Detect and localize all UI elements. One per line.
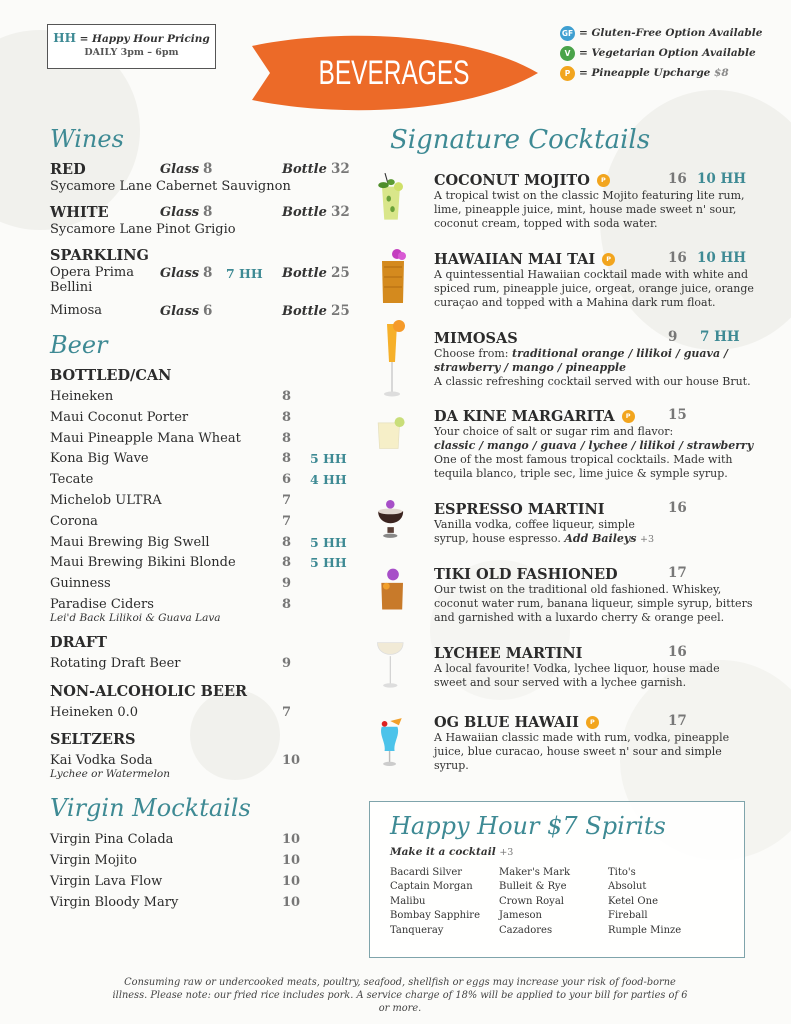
cocktail-price: 16 (668, 500, 687, 516)
flavor-options: classic / mango / guava / lychee / lilikoi / strawberry (434, 439, 754, 452)
beer-item (50, 512, 370, 533)
item-price: 6 (282, 472, 292, 488)
cocktail-list (390, 0, 790, 800)
cocktail-description: A quintessential Hawaiian cocktail made with white and spiced rum, pineapple juice, orgeat, orange juice, orange curaçao and topped with a Mahina dark rum float. (434, 268, 754, 309)
cocktail-item (434, 250, 754, 310)
glass-label: Glass (160, 162, 200, 177)
item-name: Corona (50, 513, 98, 529)
cocktail-item (434, 329, 754, 389)
legend-text: = Vegetarian Option Available (579, 47, 756, 59)
wine-type: SPARKLING (50, 247, 149, 264)
coconut-mojito-image-icon (376, 165, 406, 230)
bottle-price: 32 (331, 161, 350, 177)
cocktail-price: 16 (668, 171, 687, 187)
spirit-item: Jameson (499, 910, 542, 922)
item-name: Maui Brewing Bikini Blonde (50, 555, 236, 571)
spirit-item: Captain Morgan (390, 881, 473, 893)
cocktail-name: ESPRESSO MARTINI (434, 500, 605, 518)
mocktail-item (50, 893, 370, 914)
hh-price: 10 HH (697, 250, 746, 266)
item-price: 7 (282, 704, 292, 720)
spirit-item: Bombay Sapphire (390, 910, 480, 922)
addon-price: +3 (640, 534, 655, 545)
cocktail-name: LYCHEE MARTINI (434, 644, 583, 662)
non-alcoholic-heading: NON-ALCOHOLIC BEER (50, 682, 248, 700)
cocktail-description: One of the most famous tropical cocktails. Made with tequila blanco, triple sec, lime juice & symple syrup. (434, 453, 733, 480)
item-price: 7 (282, 513, 292, 529)
sparkling-item (50, 303, 370, 321)
item-price: 8 (282, 534, 292, 550)
cocktail-description: Vanilla vodka, coffee liqueur, simple syrup, house espresso. (434, 518, 635, 545)
item-price: 10 (282, 873, 301, 889)
spirits-columns (390, 866, 744, 938)
beer-item (50, 408, 370, 429)
beer-item (50, 387, 370, 408)
spirit-item: Tito's (608, 867, 636, 878)
beer-item (50, 595, 370, 616)
cocktail-description: A classic refreshing cocktail served with our house Brut. (434, 375, 751, 388)
item-name: Maui Coconut Porter (50, 409, 189, 425)
cocktail-item (434, 713, 754, 773)
cocktail-price: 15 (668, 407, 687, 423)
beer-item (50, 574, 370, 595)
glass-price: 6 (203, 303, 213, 319)
bottle-label: Bottle (282, 162, 327, 177)
item-name: Maui Pineapple Mana Wheat (50, 430, 241, 446)
beer-item (50, 449, 370, 470)
flavor-prefix: Your choice of salt or sugar rim and flavor: (434, 425, 674, 438)
spirit-item: Tanqueray (390, 924, 444, 936)
make-cocktail-label: Make it a cocktail (390, 846, 496, 858)
wine-red (50, 161, 370, 196)
beer-item (50, 533, 370, 554)
seltzers-heading: SELTZERS (50, 731, 136, 749)
mocktails-heading: Virgin Mocktails (50, 794, 251, 823)
pineapple-badge-icon: P (560, 66, 575, 81)
item-name: Virgin Lava Flow (50, 873, 163, 889)
blue-hawaii-image-icon (376, 703, 406, 779)
beer-item (50, 429, 370, 450)
spirits-column (608, 866, 717, 938)
beer-item (50, 491, 370, 512)
item-price: 8 (282, 389, 292, 404)
draft-heading: DRAFT (50, 633, 107, 651)
item-price: 7 (282, 492, 292, 508)
left-column (50, 125, 370, 913)
cocktail-item (434, 500, 754, 547)
item-name: Virgin Pina Colada (50, 832, 174, 848)
cocktail-name: HAWAIIAN MAI TAI (434, 250, 596, 268)
spirit-item: Ketel One (608, 895, 658, 907)
bottle-price: 25 (331, 303, 350, 319)
item-price: 8 (282, 596, 292, 612)
old-fashioned-image-icon (378, 558, 408, 616)
hh-price: 4 HH (310, 472, 347, 488)
mocktail-list (50, 830, 370, 913)
bottle-label: Bottle (282, 266, 327, 281)
flavor-options: traditional orange / lilikoi / guava / strawberry / mango / pineapple (434, 347, 728, 374)
hh-abbr: HH (53, 31, 76, 45)
item-price: 8 (282, 430, 292, 446)
item-name: Michelob ULTRA (50, 492, 162, 508)
pineapple-badge-icon: P (602, 253, 615, 266)
cocktail-name: TIKI OLD FASHIONED (434, 565, 618, 583)
item-name: Guinness (50, 576, 111, 592)
make-cocktail-price: +3 (499, 847, 514, 858)
mai-tai-image-icon (378, 245, 408, 305)
wine-name: Sycamore Lane Pinot Grigio (50, 222, 236, 237)
wine-type: WHITE (50, 204, 109, 221)
item-name: Virgin Bloody Mary (50, 894, 179, 910)
item-name: Virgin Mojito (50, 852, 137, 868)
item-name: Kai Vodka Soda (50, 753, 153, 769)
spirit-item: Fireball (608, 910, 648, 922)
lychee-martini-image-icon (376, 628, 406, 700)
cocktail-name: MIMOSAS (434, 329, 518, 347)
cocktail-name: OG BLUE HAWAII (434, 713, 579, 731)
item-price: 10 (282, 832, 301, 848)
page-title: BEVERAGES (318, 53, 470, 92)
spirit-item: Maker's Mark (499, 867, 571, 878)
pineapple-badge-icon: P (597, 174, 610, 187)
item-price: 10 (282, 894, 301, 910)
cocktail-price: 17 (668, 565, 687, 581)
cocktail-description: A local favourite! Vodka, lychee liquor, house made sweet and sour served with a lychee garnish. (434, 662, 720, 689)
cocktail-price: 9 (668, 329, 678, 345)
hh-price: 7 HH (700, 329, 740, 345)
item-name: Heineken (50, 389, 114, 404)
bottled-can-heading: BOTTLED/CAN (50, 367, 172, 384)
item-name: Heineken 0.0 (50, 704, 139, 720)
happy-hour-legend (47, 24, 216, 69)
vegetarian-badge-icon: V (560, 46, 575, 61)
signature-cocktails-heading: Signature Cocktails (390, 125, 651, 155)
wine-name: Sycamore Lane Cabernet Sauvignon (50, 179, 291, 194)
bottle-label: Bottle (282, 304, 327, 319)
hh-price: 10 HH (697, 171, 746, 187)
item-name: Paradise Ciders (50, 596, 154, 612)
item-price: 8 (282, 451, 292, 467)
legend-price: $8 (714, 67, 729, 79)
beer-item (50, 654, 370, 675)
beer-item (50, 553, 370, 574)
spirit-item: Malibu (390, 895, 426, 907)
spirit-item: Absolut (608, 881, 647, 893)
hh-meaning: = Happy Hour Pricing (79, 33, 210, 45)
glass-label: Glass (160, 266, 200, 281)
mocktail-item (50, 872, 370, 893)
cocktail-price: 16 (668, 644, 687, 660)
item-note: Lei'd Back Lilikoi & Guava Lava (50, 611, 221, 624)
spirit-item: Bulleit & Rye (499, 881, 567, 893)
espresso-martini-image-icon (376, 490, 406, 550)
wine-name-line2: Bellini (50, 280, 93, 295)
wine-name: Mimosa (50, 303, 103, 318)
sparkling-item (50, 265, 370, 301)
beer-item (50, 470, 370, 491)
cocktail-description: A Hawaiian classic made with rum, vodka, pineapple juice, blue curacao, house sweet n' sour and simple syrup. (434, 731, 730, 772)
spirit-item: Rumple Minze (608, 924, 682, 936)
cocktail-description: A tropical twist on the classic Mojito featuring lite rum, lime, pineapple juice, mint, house made sweet n' sour, coconut cream, topped with soda water. (434, 189, 745, 230)
spirit-item: Cazadores (499, 924, 553, 936)
spirit-item: Crown Royal (499, 895, 564, 907)
flavor-prefix: Choose from: (434, 347, 512, 360)
hh-price: 7 HH (226, 266, 263, 281)
item-name: Tecate (50, 472, 94, 488)
spirits-column (390, 866, 499, 938)
bottle-price: 25 (331, 265, 350, 281)
glass-price: 8 (203, 265, 213, 281)
hh-price: 5 HH (310, 555, 347, 571)
glass-label: Glass (160, 205, 200, 220)
seltzer-item (50, 751, 370, 772)
cocktail-item (434, 407, 754, 481)
spirits-heading: Happy Hour $7 Spirits (390, 812, 666, 840)
cocktail-name: DA KINE MARGARITA (434, 407, 615, 425)
item-price: 9 (282, 576, 292, 592)
cocktail-price: 17 (668, 713, 687, 729)
item-price: 8 (282, 409, 292, 425)
hh-price: 5 HH (310, 451, 347, 467)
hh-price: 5 HH (310, 534, 347, 550)
spirit-item: Bacardi Silver (390, 867, 463, 878)
happy-hour-spirits-box (369, 801, 745, 958)
glass-price: 8 (203, 204, 213, 220)
pineapple-badge-icon: P (622, 410, 635, 423)
cocktail-price: 16 (668, 250, 687, 266)
item-note: Lychee or Watermelon (50, 768, 171, 781)
glass-price: 8 (203, 161, 213, 177)
cocktail-name: COCONUT MOJITO (434, 171, 590, 189)
cocktail-description: Our twist on the traditional old fashioned. Whiskey, coconut water rum, banana liqueur, simple syrup, bitters and garnished with a luxardo cherry & orange peel. (434, 583, 753, 624)
legend-text: = Pineapple Upcharge (579, 67, 711, 79)
wine-white (50, 204, 370, 239)
pineapple-badge-icon: P (586, 716, 599, 729)
beer-item (50, 703, 370, 724)
mocktail-item (50, 851, 370, 872)
margarita-image-icon (376, 405, 406, 460)
mimosa-image-icon (378, 318, 408, 400)
bottled-beer-list (50, 387, 370, 624)
legend-text: = Gluten-Free Option Available (579, 27, 763, 39)
item-name: Kona Big Wave (50, 451, 149, 467)
spirits-column (499, 866, 608, 938)
wine-type: RED (50, 161, 86, 178)
gluten-free-badge-icon: GF (560, 26, 575, 41)
beer-heading: Beer (50, 331, 108, 359)
item-name: Maui Brewing Big Swell (50, 534, 210, 550)
cocktail-item (434, 644, 754, 690)
footer-disclaimer: Consuming raw or undercooked meats, poultry, seafood, shellfish or eggs may increase your risk of food-borne illness. Please note: our fried rice includes pork. A service charge of 18% will be applied to your bill for parties of 6 or more. (112, 977, 688, 1014)
wines-heading: Wines (50, 125, 124, 153)
wine-name: Opera Prima (50, 265, 134, 280)
item-name: Rotating Draft Beer (50, 655, 181, 671)
item-price: 9 (282, 655, 292, 671)
addon-label: Add Baileys (564, 532, 637, 545)
hh-schedule: DAILY 3pm – 6pm (84, 47, 179, 58)
cocktail-item (434, 171, 754, 231)
glass-label: Glass (160, 304, 200, 319)
mocktail-item (50, 830, 370, 851)
item-price: 10 (282, 852, 301, 868)
item-price: 10 (282, 753, 301, 769)
wine-sparkling (50, 247, 370, 321)
bottle-label: Bottle (282, 205, 327, 220)
item-price: 8 (282, 555, 292, 571)
cocktail-item (434, 565, 754, 625)
bottle-price: 32 (331, 204, 350, 220)
